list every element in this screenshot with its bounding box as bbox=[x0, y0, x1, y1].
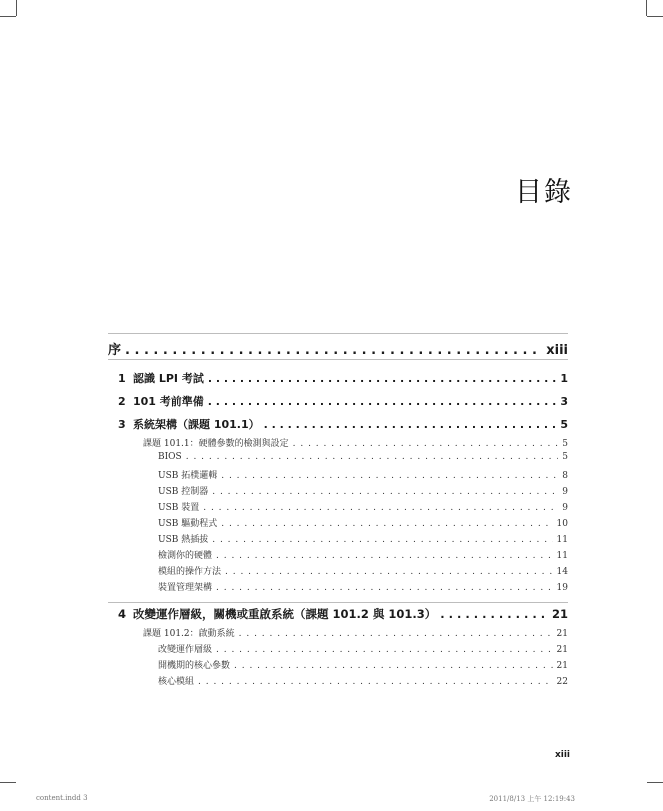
item-title: 模組的操作方法 bbox=[158, 567, 222, 577]
chapter-page: 5 bbox=[560, 418, 568, 431]
dot-leader bbox=[440, 607, 548, 621]
divider bbox=[108, 359, 568, 360]
dot-leader bbox=[216, 551, 553, 561]
page-number: xiii bbox=[554, 750, 570, 760]
toc-item[interactable] bbox=[108, 674, 568, 690]
crop-mark-top-right bbox=[647, 16, 663, 17]
toc-item[interactable] bbox=[108, 564, 568, 580]
dot-leader bbox=[221, 519, 552, 529]
chapter-title: 101 考前準備 bbox=[133, 395, 204, 408]
dot-leader bbox=[221, 471, 558, 481]
crop-mark-top-right-vertical bbox=[646, 0, 647, 16]
item-title: 開機期的核心參數 bbox=[158, 661, 231, 671]
dot-leader bbox=[212, 535, 552, 545]
dot-leader bbox=[208, 372, 557, 385]
crop-mark-bottom-right bbox=[647, 782, 663, 783]
dot-leader bbox=[186, 452, 559, 462]
item-page: 21 bbox=[556, 661, 568, 671]
toc-chapter-4[interactable] bbox=[108, 606, 568, 626]
item-page: 10 bbox=[556, 519, 568, 529]
crop-mark-top-left bbox=[0, 16, 16, 17]
item-title: 改變運作層級 bbox=[158, 645, 213, 655]
slug-timestamp: 2011/8/13 上午 12:19:43 bbox=[489, 795, 575, 803]
dot-leader bbox=[203, 503, 558, 513]
chapter-number: 1 bbox=[118, 372, 126, 385]
toc-item[interactable] bbox=[108, 468, 568, 484]
toc-item[interactable] bbox=[108, 484, 568, 500]
item-page: 8 bbox=[562, 471, 568, 481]
item-page: 14 bbox=[556, 567, 568, 577]
toc-chapter-2[interactable] bbox=[108, 393, 568, 413]
item-title: 核心模組 bbox=[158, 677, 195, 687]
chapter-title: 改變運作層級，關機或重啟系統（課題 101.2 與 101.3） bbox=[133, 607, 437, 621]
dot-leader bbox=[212, 487, 558, 497]
toc-item[interactable] bbox=[108, 532, 568, 548]
item-title: 檢測你的硬體 bbox=[158, 551, 213, 561]
item-title: 裝置管理架構 bbox=[158, 583, 213, 593]
chapter-number: 3 bbox=[118, 418, 126, 431]
toc-item[interactable] bbox=[108, 452, 568, 468]
dot-leader bbox=[125, 343, 542, 358]
chapter-page: 1 bbox=[560, 372, 568, 385]
dot-leader bbox=[293, 439, 559, 449]
toc-preface-label: 序 bbox=[108, 343, 122, 358]
item-title: USB 拓樸邏輯 bbox=[158, 471, 218, 481]
dot-leader bbox=[216, 645, 553, 655]
toc-section[interactable] bbox=[108, 436, 568, 452]
slug-file-info: content.indd 3 bbox=[36, 794, 88, 802]
crop-mark-top-left-vertical bbox=[16, 0, 17, 16]
toc-item[interactable] bbox=[108, 642, 568, 658]
item-page: 22 bbox=[556, 677, 568, 687]
toc-chapter-1[interactable] bbox=[108, 370, 568, 390]
item-page: 21 bbox=[556, 645, 568, 655]
dot-leader bbox=[208, 395, 557, 408]
chapter-title: 系統架構（課題 101.1） bbox=[133, 418, 260, 431]
section-title: 課題 101.1：硬體參數的檢測與設定 bbox=[143, 439, 289, 449]
chapter-number: 4 bbox=[118, 607, 127, 621]
item-page: 9 bbox=[562, 503, 568, 513]
page-title: 目錄 bbox=[515, 177, 573, 208]
item-page: 11 bbox=[556, 535, 568, 545]
section-page: 5 bbox=[562, 439, 568, 449]
item-page: 19 bbox=[556, 583, 568, 593]
toc-item[interactable] bbox=[108, 658, 568, 674]
chapter-number: 2 bbox=[118, 395, 126, 408]
crop-mark-bottom-left bbox=[0, 782, 16, 783]
item-title: BIOS bbox=[158, 452, 182, 462]
item-title: USB 控制器 bbox=[158, 487, 209, 497]
dot-leader bbox=[234, 661, 553, 671]
table-of-contents bbox=[108, 333, 568, 690]
chapter-page: 21 bbox=[551, 607, 568, 621]
toc-preface[interactable] bbox=[108, 339, 568, 359]
chapter-page: 3 bbox=[560, 395, 568, 408]
item-page: 5 bbox=[562, 452, 568, 462]
item-title: USB 裝置 bbox=[158, 503, 200, 513]
divider bbox=[108, 602, 568, 603]
item-title: USB 驅動程式 bbox=[158, 519, 218, 529]
toc-item[interactable] bbox=[108, 500, 568, 516]
dot-leader bbox=[264, 418, 557, 431]
section-title: 課題 101.2：啟動系統 bbox=[143, 629, 235, 639]
dot-leader bbox=[216, 583, 553, 593]
dot-leader bbox=[198, 677, 553, 687]
dot-leader bbox=[239, 629, 553, 639]
toc-chapter-3[interactable] bbox=[108, 416, 568, 436]
dot-leader bbox=[225, 567, 553, 577]
item-page: 9 bbox=[562, 487, 568, 497]
chapter-title: 認識 LPI 考試 bbox=[133, 372, 204, 385]
toc-section[interactable] bbox=[108, 626, 568, 642]
item-title: USB 熱插拔 bbox=[158, 535, 209, 545]
item-page: 11 bbox=[556, 551, 568, 561]
toc-item[interactable] bbox=[108, 548, 568, 564]
toc-preface-page: xiii bbox=[546, 343, 568, 358]
divider bbox=[108, 333, 568, 334]
section-page: 21 bbox=[556, 629, 568, 639]
toc-item[interactable] bbox=[108, 516, 568, 532]
toc-item[interactable] bbox=[108, 580, 568, 596]
